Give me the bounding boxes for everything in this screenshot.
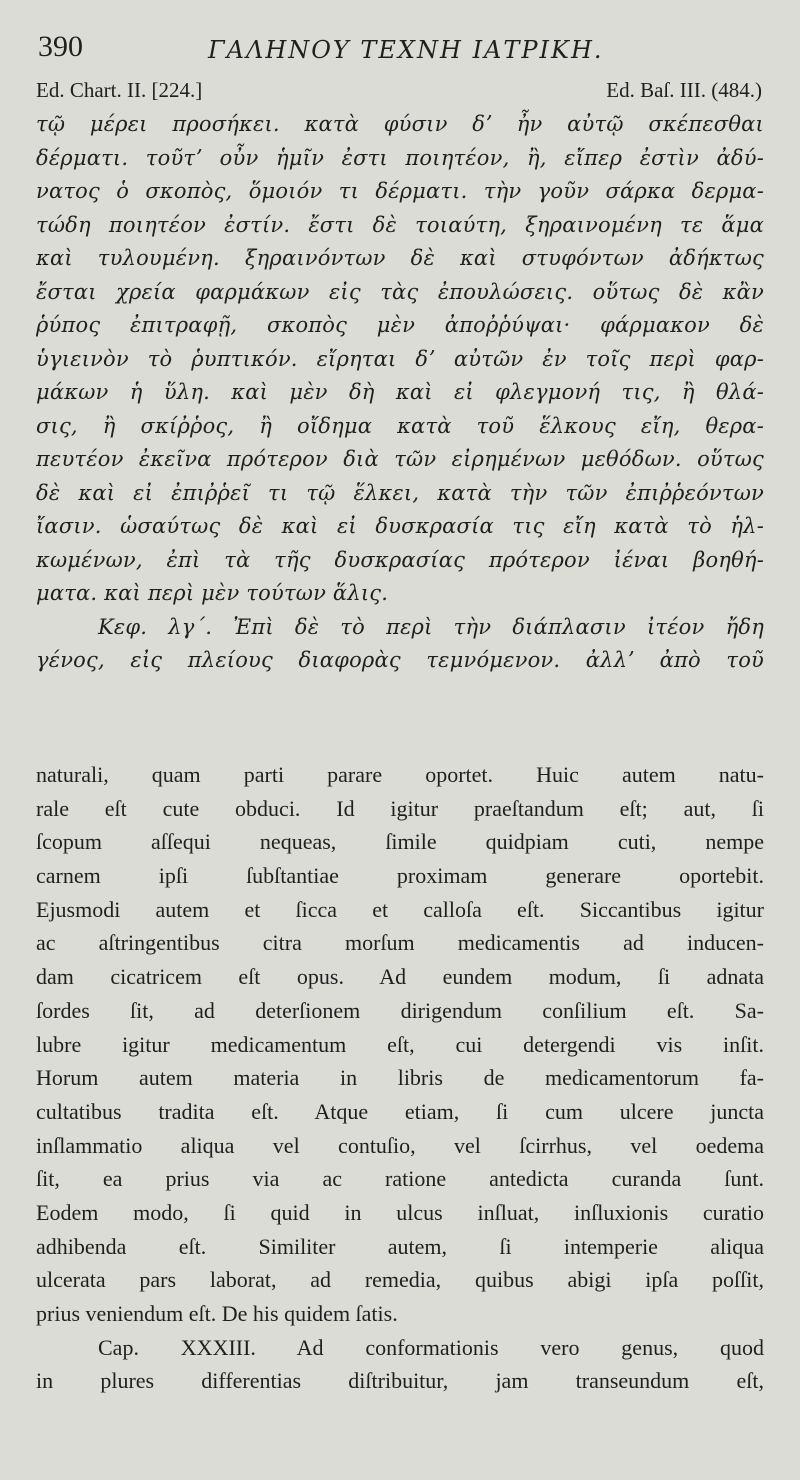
edition-basel-reference: Ed. Baſ. III. (484.) (606, 78, 762, 102)
latin-line: ſit, ea prius via ac ratione antedicta curanda ſunt. (36, 1166, 764, 1192)
greek-text-block (36, 108, 764, 678)
greek-line: μάκων ἡ ὕλη. καὶ μὲν δὴ καὶ εἰ φλεγμονή τις, ἢ θλά- (36, 380, 764, 404)
greek-line: καὶ τυλουμένη. ξηραινόντων δὲ καὶ στυφόντων ἀδήκτως (36, 246, 764, 270)
latin-line: rale eſt cute obduci. Id igitur praeſtandum eſt; aut, ſi (36, 795, 764, 821)
latin-line: Ejusmodi autem et ſicca et calloſa eſt. Siccantibus igitur (36, 896, 764, 922)
latin-line: ac aſtringentibus citra morſum medicamentis ad inducen- (36, 930, 764, 956)
page-header (38, 30, 760, 66)
latin-line: adhibenda eſt. Similiter autem, ſi intemperie aliqua (36, 1233, 764, 1259)
latin-line: cultatibus tradita eſt. Atque etiam, ſi cum ulcere juncta (36, 1098, 764, 1124)
greek-line: σις, ἢ σκίῤῥος, ἢ οἴδημα κατὰ τοῦ ἕλκους εἴη, θερα- (36, 413, 764, 438)
latin-line: lubre igitur medicamentum eſt, cui detergendi vis inſit. (36, 1031, 764, 1057)
latin-line: Horum autem materia in libris de medicamentorum fa- (36, 1065, 764, 1091)
greek-line: πευτέον ἐκεῖνα πρότερον διὰ τῶν εἰρημένων μεθόδων. οὕτως (36, 447, 764, 471)
greek-line: δέρματι. τοῦτʼ οὖν ἡμῖν ἐστι ποιητέον, ἢ, εἴπερ ἐστὶν ἀδύ- (36, 145, 764, 170)
greek-line: κωμένων, ἐπὶ τὰ τῆς δυσκρασίας πρότερον ἰέναι βοηθή- (36, 547, 764, 572)
greek-line: δὲ καὶ εἰ ἐπιῤῥεῖ τι τῷ ἕλκει, κατὰ τὴν τῶν ἐπιῤῥεόντων (36, 480, 764, 505)
latin-line: carnem ipſi ſubſtantiae proximam generare oportebit. (36, 863, 764, 889)
edition-references (36, 78, 762, 108)
greek-line: νατος ὁ σκοπὸς, ὅμοιόν τι δέρματι. τὴν γοῦν σάρκα δερμα- (36, 179, 764, 203)
latin-chapter-heading-line: Cap. XXXIII. Ad conformationis vero genus, quod (98, 1334, 764, 1360)
latin-line: dam cicatricem eſt opus. Ad eundem modum, ſi adnata (36, 964, 764, 990)
latin-line: in plures differentias diſtribuitur, jam transeundum eſt, (36, 1368, 764, 1394)
greek-line: ἔσται χρεία φαρμάκων εἰς τὰς ἐπουλώσεις. οὕτως δὲ κἂν (36, 279, 764, 304)
greek-line: τώδη ποιητέον ἐστίν. ἔστι δὲ τοιαύτη, ξηραινομένη τε ἅμα (36, 212, 764, 237)
latin-line: ulcerata pars laborat, ad remedia, quibus abigi ipſa poſſit, (36, 1267, 764, 1293)
latin-text-block (36, 758, 764, 1398)
latin-line: Eodem modo, ſi quid in ulcus inſluat, inſluxionis curatio (36, 1199, 764, 1225)
greek-line: ἴασιν. ὡσαύτως δὲ καὶ εἰ δυσκρασία τις εἴη κατὰ τὸ ἡλ- (36, 514, 764, 538)
latin-line: ſcopum aſſequi nequeas, ſimile quidpiam cuti, nempe (36, 829, 764, 855)
greek-line: ῥύπος ἐπιτραφῇ, σκοπὸς μὲν ἀποῤῥύψαι· φάρμακον δὲ (36, 313, 764, 337)
greek-line: ὑγιεινὸν τὸ ῥυπτικόν. εἴρηται δʼ αὐτῶν ἐν τοῖς περὶ φαρ- (36, 346, 764, 371)
latin-line: prius veniendum eſt. De his quidem ſatis. (36, 1301, 398, 1326)
latin-line: inſlammatio aliqua vel contuſio, vel ſcirrhus, vel oedema (36, 1132, 764, 1158)
greek-line: ματα. καὶ περὶ μὲν τούτων ἅλις. (36, 581, 389, 605)
greek-line: γένος, εἰς πλείους διαφορὰς τεμνόμενον. ἀλλʼ ἀπὸ τοῦ (36, 648, 764, 672)
greek-chapter-heading-line: Κεφ. λγ΄. Ἐπὶ δὲ τὸ περὶ τὴν διάπλασιν ἰτέον ἤδη (98, 614, 764, 639)
running-title: ΓΑΛΗΝΟΥ ΤΕΧΝΗ ΙΑΤΡΙΚΗ. (208, 36, 604, 64)
edition-chart-reference: Ed. Chart. II. [224.] (36, 78, 203, 102)
page-number: 390 (38, 30, 83, 63)
latin-line: naturali, quam parti parare oportet. Huic autem natu- (36, 762, 764, 787)
latin-line: ſordes ſit, ad deterſionem dirigendum conſilium eſt. Sa- (36, 997, 764, 1023)
greek-line: τῷ μέρει προσήκει. κατὰ φύσιν δʼ ἦν αὐτῷ σκέπεσθαι (36, 112, 764, 136)
